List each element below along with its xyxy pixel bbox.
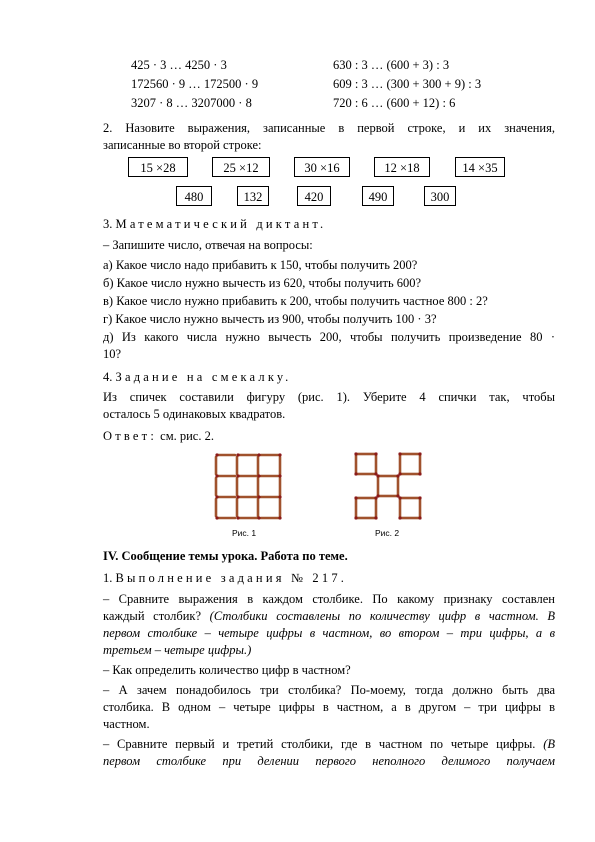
para3-line1: – А зачем понадобилось три столбика? По-моему, тогда должно быть два xyxy=(103,683,555,697)
answer-label: Ответ: xyxy=(103,429,158,443)
task3-question-d: г) Какое число нужно вычесть из 900, чтобы получить 100 · 3? xyxy=(103,312,437,326)
task3-question-a: а) Какое число надо прибавить к 150, чтобы получить 200? xyxy=(103,258,418,272)
para1-line2 xyxy=(103,608,555,624)
para4-line1-italic: (В xyxy=(543,737,555,751)
task4-line2: осталось 5 одинаковых квадратов. xyxy=(103,407,286,421)
para1-line2-text: каждый столбик? xyxy=(103,609,210,623)
subtask-heading xyxy=(103,570,347,586)
expression-card-5: 14 ×35 xyxy=(455,157,505,177)
task2-line1: 2. Назовите выражения, записанные в первой строке, и их значения, xyxy=(103,121,555,135)
task4-title: Задание на смекалку. xyxy=(115,370,292,384)
para1-line2-italic: (Столбики составлены по количеству цифр в частном. В xyxy=(209,609,555,623)
matchstick-figure-2 xyxy=(353,451,425,523)
value-card-3: 420 xyxy=(297,186,331,206)
comparison-right-2: 609 : 3 … (300 + 300 + 9) : 3 xyxy=(333,77,482,91)
match-grid-lines xyxy=(216,455,280,518)
task4-answer xyxy=(103,428,214,444)
task3-question-e-line1: д) Из какого числа нужно вычесть 200, чтобы получить произведение 80 · xyxy=(103,330,555,344)
task4-heading xyxy=(103,369,291,385)
comparison-right-1: 630 : 3 … (600 + 3) : 3 xyxy=(333,58,450,72)
value-card-5: 300 xyxy=(424,186,456,206)
subtask-title: Выполнение задания № 217. xyxy=(115,571,348,585)
expression-card-2: 25 ×12 xyxy=(212,157,270,177)
comparison-left-1: 425 · 3 … 4250 · 3 xyxy=(131,58,227,72)
figure-1-caption: Рис. 1 xyxy=(232,528,257,538)
para2: – Как определить количество цифр в частном? xyxy=(103,663,351,677)
comparison-left-3: 3207 · 8 … 3207000 · 8 xyxy=(131,96,252,110)
value-card-1: 480 xyxy=(176,186,212,206)
para1-line1: – Сравните выражения в каждом столбике. По какому признаку составлен xyxy=(103,592,555,606)
task3-intro: – Запишите число, отвечая на вопросы: xyxy=(103,238,313,252)
para4-line1-text: – Сравните первый и третий столбики, где в частном по четыре цифры. xyxy=(103,737,544,751)
expression-card-4: 12 ×18 xyxy=(374,157,430,177)
para3-line2: столбика. В одном – четыре цифры в частном, а в другом – три цифры в xyxy=(103,700,555,714)
para1-line4: третьем – четыре цифры.) xyxy=(103,643,252,657)
answer-text: см. рис. 2. xyxy=(157,429,214,443)
task3-title: Математический диктант. xyxy=(115,217,327,231)
comparison-right-3: 720 : 6 … (600 + 12) : 6 xyxy=(333,96,456,110)
expression-card-3: 30 ×16 xyxy=(294,157,350,177)
expression-card-1: 15 ×28 xyxy=(128,157,188,177)
task3-heading xyxy=(103,216,326,232)
subtask-number: 1. xyxy=(103,571,113,585)
figure-2-caption: Рис. 2 xyxy=(375,528,400,538)
comparison-left-2: 172560 · 9 … 172500 · 9 xyxy=(131,77,259,91)
task4-number: 4. xyxy=(103,370,113,384)
matchstick-figure-1 xyxy=(214,452,284,522)
task3-question-e-line2: 10? xyxy=(103,347,122,361)
para4-line2: первом столбике при делении первого неполного делимого получаем xyxy=(103,754,555,768)
section-heading: IV. Сообщение темы урока. Работа по теме. xyxy=(103,549,348,563)
para3-line3: частном. xyxy=(103,717,150,731)
task2-line2: записанные во второй строке: xyxy=(103,138,262,152)
task3-question-b: б) Какое число нужно вычесть из 620, чтобы получить 600? xyxy=(103,276,422,290)
task3-number: 3. xyxy=(103,217,113,231)
para1-line3: первом столбике – четыре цифры в частном, во втором – три цифры, а в xyxy=(103,626,555,640)
value-card-2: 132 xyxy=(237,186,269,206)
task3-question-c: в) Какое число нужно прибавить к 200, чтобы получить частное 800 : 2? xyxy=(103,294,488,308)
value-card-4: 490 xyxy=(362,186,394,206)
task4-line1: Из спичек составили фигуру (рис. 1). Уберите 4 спички так, чтобы xyxy=(103,390,555,404)
para4-line1 xyxy=(103,736,555,752)
